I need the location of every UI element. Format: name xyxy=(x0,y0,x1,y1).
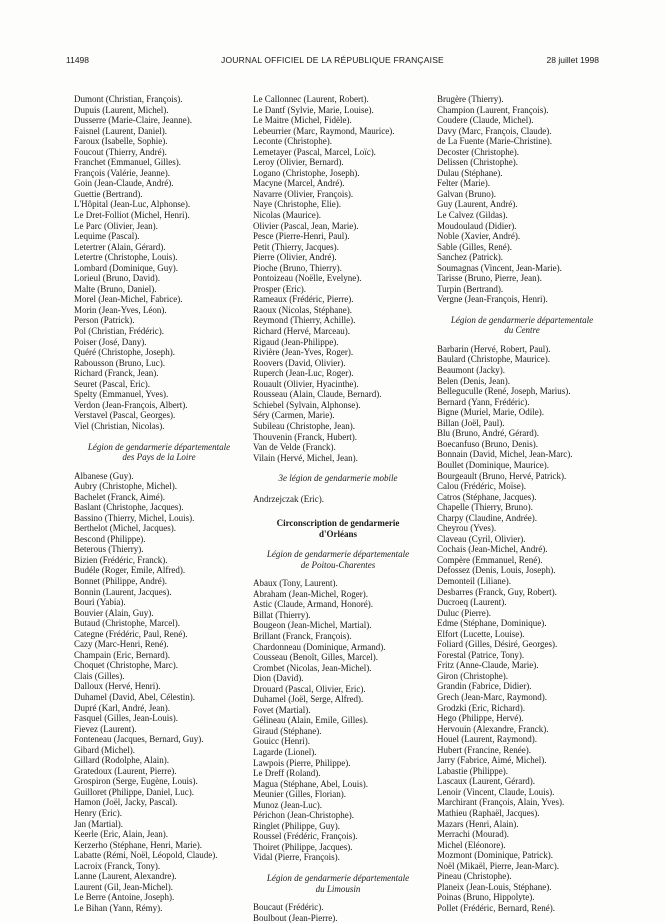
list-item: Labastie (Philippe). xyxy=(437,765,508,776)
list-item: Rameaux (Frédéric, Pierre). xyxy=(253,294,354,305)
list-item: Defossez (Denis, Louis, Joseph). xyxy=(437,565,556,576)
list-item: Cheyrou (Yves). xyxy=(437,523,497,534)
list-item: Noël (Mikaël, Pierre, Jean-Marc). xyxy=(437,860,559,871)
list-item: Sable (Gilles, René). xyxy=(437,241,512,252)
list-item: Gillard (Rodolphe, Alain). xyxy=(74,755,169,766)
list-item: Poiser (José, Dany). xyxy=(74,336,147,347)
section-heading-line: Légion de gendarmerie départementale xyxy=(450,314,594,325)
list-item: Billan (Joël, Paul). xyxy=(437,417,505,428)
list-item: Bonnin (Laurent, Jacques). xyxy=(74,586,172,597)
list-item: Verstavel (Pascal, Georges). xyxy=(74,410,176,421)
list-item: Pol (Christian, Frédéric). xyxy=(74,326,164,337)
list-item: Morel (Jean-Michel, Fabrice). xyxy=(74,294,183,305)
section-heading-line: de Poitou-Charentes xyxy=(300,559,376,570)
list-item: Labatte (Rémi, Noël, Léopold, Claude). xyxy=(74,850,218,861)
journal-title: JOURNAL OFFICIEL DE LA RÉPUBLIQUE FRANÇAISE xyxy=(221,55,444,65)
section-heading-poitou-charentes xyxy=(253,549,423,570)
list-item: Grandin (Fabrice, Didier). xyxy=(437,681,532,692)
list-item: Ringlet (Philippe, Guy). xyxy=(253,820,340,831)
list-item: Gibard (Michel). xyxy=(74,744,135,755)
list-item: Poinas (Bruno, Hippolyte). xyxy=(437,892,535,903)
list-item: Jan (Martial). xyxy=(74,818,123,829)
list-item: Foucout (Thierry, André). xyxy=(74,146,167,157)
list-item: Chardonneau (Dominique, Armand). xyxy=(253,641,386,652)
list-item: Drouard (Pascal, Olivier, Eric). xyxy=(253,683,366,694)
list-item: Grospiron (Serge, Eugène, Louis). xyxy=(74,776,198,787)
list-item: Demonteil (Liliane). xyxy=(437,575,511,586)
column-2 xyxy=(253,94,423,923)
list-item: Tarisse (Bruno, Pierre, Jean). xyxy=(437,273,542,284)
list-item: Edme (Stéphane, Dominique). xyxy=(437,618,547,629)
list-item: Le Parc (Olivier, Jean). xyxy=(74,220,158,231)
list-item: Boecanfuso (Bruno, Denis). xyxy=(437,438,538,449)
list-item: Logano (Christophe, Joseph). xyxy=(253,167,360,178)
list-item: Brugère (Thierry). xyxy=(437,94,504,104)
list-item: Belleguculle (René, Joseph, Marius). xyxy=(437,386,571,397)
list-item: Pineau (Christophe). xyxy=(437,871,512,882)
list-item: Charpy (Claudine, Andrée). xyxy=(437,512,537,523)
list-item: Soumagnas (Vincent, Jean-Marie). xyxy=(437,262,562,273)
list-item: Mozmont (Dominique, Patrick). xyxy=(437,850,553,861)
list-item: Roussel (Frédéric, François). xyxy=(253,831,358,842)
list-item: Houel (Laurent, Raymond). xyxy=(437,734,537,745)
list-item: Dusserre (Marie-Claire, Jeanne). xyxy=(74,115,192,126)
list-item: Foliard (Gilles, Désiré, Georges). xyxy=(437,639,558,650)
name-list xyxy=(253,494,423,505)
list-item: Bougeon (Jean-Michel, Martial). xyxy=(253,620,372,631)
list-item: Hubert (Francine, Renée). xyxy=(437,744,531,755)
list-item: Grodzki (Eric, Richard). xyxy=(437,702,525,713)
list-item: Thoiret (Philippe, Jacques). xyxy=(253,841,353,852)
name-list xyxy=(437,94,607,305)
list-item: Delissen (Christophe). xyxy=(437,157,518,168)
list-item: Nicolas (Maurice). xyxy=(253,210,321,221)
list-item: Lanne (Laurent, Alexandre). xyxy=(74,871,177,882)
list-item: François (Valérie, Jeanne). xyxy=(74,167,170,178)
list-item: Crombet (Nicolas, Jean-Michel). xyxy=(253,662,372,673)
list-item: Beterous (Thierry). xyxy=(74,544,144,555)
list-item: Guilloret (Philippe, Daniel, Luc). xyxy=(74,786,194,797)
list-item: Dumont (Christian, François). xyxy=(74,94,183,104)
list-item: Vergne (Jean-François, Henri). xyxy=(437,294,548,305)
list-item: Malte (Bruno, Daniel). xyxy=(74,283,157,294)
list-item: Moudoulaud (Didier). xyxy=(437,220,517,231)
list-item: Lombard (Dominique, Guy). xyxy=(74,262,178,273)
list-item: Grech (Jean-Marc, Raymond). xyxy=(437,691,547,702)
section-heading-line: Circonscription de gendarmerie xyxy=(276,518,400,529)
list-item: Bachelet (Franck, Aimé). xyxy=(74,491,165,502)
column-1 xyxy=(74,94,244,913)
section-heading-line: des Pays de la Loire xyxy=(122,452,196,462)
list-item: Prosper (Eric). xyxy=(253,283,306,294)
list-item: Rousseau (Alain, Claude, Bernard). xyxy=(253,389,382,400)
list-item: Giron (Christophe). xyxy=(437,670,508,681)
list-item: Felter (Marie). xyxy=(437,178,490,189)
list-item: Bigne (Muriel, Marie, Odile). xyxy=(437,407,544,418)
list-item: Jarry (Fabrice, Aimé, Michel). xyxy=(437,755,547,766)
list-item: Hervouin (Alexandre, Franck). xyxy=(437,723,549,734)
list-item: Verdon (Jean-François, Albert). xyxy=(74,399,188,410)
list-item: Compère (Emmanuel, René). xyxy=(437,554,543,565)
list-item: Le Bihan (Yann, Rémy). xyxy=(74,902,163,913)
list-item: Ducroeq (Laurent). xyxy=(437,597,507,608)
list-item: Mazars (Henri, Alain). xyxy=(437,818,519,829)
list-item: Le Berre (Antoine, Joseph). xyxy=(74,892,175,903)
section-heading-mobile: 3e légion de gendarmerie mobile xyxy=(278,473,398,484)
list-item: Dulau (Stéphane). xyxy=(437,167,503,178)
list-item: Blu (Bruno, André, Gérard). xyxy=(437,428,539,439)
list-item: Leroy (Olivier, Bernard). xyxy=(253,157,344,168)
list-item: Champion (Laurent, François). xyxy=(437,104,549,115)
list-item: Guy (Laurent, André). xyxy=(437,199,518,210)
section-heading-line: d'Orléans xyxy=(318,528,357,539)
page-header xyxy=(0,0,665,70)
list-item: Cazy (Marc-Henri, René). xyxy=(74,639,169,650)
list-item: Claveau (Cyril, Olivier). xyxy=(437,533,526,544)
section-heading-line: du Limousin xyxy=(315,883,361,894)
list-item: Elfort (Lucette, Louise). xyxy=(437,628,525,639)
list-item: Magua (Stéphane, Abel, Louis). xyxy=(253,778,368,789)
list-item: Michel (Eléonore). xyxy=(437,839,506,850)
list-item: Belen (Denis, Jean). xyxy=(437,375,510,386)
list-item: Le Dantf (Sylvie, Marie, Louise). xyxy=(253,104,374,115)
name-list xyxy=(253,578,423,863)
list-item: Raoux (Nicolas, Stéphane). xyxy=(253,304,352,315)
list-item: Gélineau (Alain, Emile, Gilles). xyxy=(253,715,368,726)
list-item: Séry (Carmen, Marie). xyxy=(253,410,335,421)
list-item: Rouault (Olivier, Hyacinthe). xyxy=(253,378,359,389)
list-item: Albanese (Guy). xyxy=(74,470,134,481)
list-item: Bouvier (Alain, Guy). xyxy=(74,607,154,618)
list-item: Fievez (Laurent). xyxy=(74,723,137,734)
list-item: Galvan (Bruno). xyxy=(437,188,496,199)
list-item: Boullet (Dominique, Maurice). xyxy=(437,459,549,470)
list-item: Guettie (Bertrand). xyxy=(74,188,143,199)
list-item: Kerzerho (Stéphane, Henri, Marie). xyxy=(74,839,202,850)
list-item: Pioche (Bruno, Thierry). xyxy=(253,262,342,273)
list-item: Baulard (Christophe, Maurice). xyxy=(437,354,550,365)
list-item: Letertrer (Alain, Gérard). xyxy=(74,241,166,252)
list-item: Davy (Marc, François, Claude). xyxy=(437,125,552,136)
list-item: Bizien (Frédéric, Franck). xyxy=(74,554,168,565)
list-item: Cochais (Jean-Michel, André). xyxy=(437,544,548,555)
list-item: Bonnain (David, Michel, Jean-Marc). xyxy=(437,449,573,460)
list-item: Dupuis (Laurent, Michel). xyxy=(74,104,169,115)
list-item: Vilain (Hervé, Michel, Jean). xyxy=(253,452,358,463)
list-item: Fritz (Anne-Claude, Marie). xyxy=(437,660,539,671)
list-item: Fasquel (Gilles, Jean-Louis). xyxy=(74,713,178,724)
list-item: Lagarde (Lionel). xyxy=(253,746,317,757)
name-list xyxy=(253,94,423,463)
list-item: Aubry (Christophe, Michel). xyxy=(74,481,177,492)
list-item: Rivière (Jean-Yves, Roger). xyxy=(253,347,354,358)
section-heading-limousin xyxy=(253,873,423,894)
name-list xyxy=(74,471,244,914)
list-item: Lebeurrier (Marc, Raymond, Maurice). xyxy=(253,125,395,136)
list-item: Choquet (Christophe, Marc). xyxy=(74,660,178,671)
list-item: Dupré (Karl, André, Jean). xyxy=(74,702,170,713)
list-item: Lacroix (Franck, Tony). xyxy=(74,860,161,871)
list-item: Quéré (Christophe, Joseph). xyxy=(74,347,175,358)
list-item: Boulbout (Jean-Pierre). xyxy=(253,912,338,923)
issue-date: 28 juillet 1998 xyxy=(546,55,599,65)
list-item: Morin (Jean-Yves, Léon). xyxy=(74,304,167,315)
list-item: Viel (Christian, Nicolas). xyxy=(74,420,165,431)
list-item: Faroux (Isabelle, Sophie). xyxy=(74,136,168,147)
list-item: Noble (Xavier, André). xyxy=(437,231,521,242)
list-item: Boucaut (Frédéric). xyxy=(253,902,324,912)
list-item: Categne (Frédéric, Paul, René). xyxy=(74,628,188,639)
list-item: Henry (Eric). xyxy=(74,808,122,818)
list-item: Lequime (Pascal). xyxy=(74,231,140,242)
list-item: Gratedoux (Laurent, Pierre). xyxy=(74,765,177,776)
list-item: Marchirant (François, Alain, Yves). xyxy=(437,797,565,808)
list-item: Beaumont (Jacky). xyxy=(437,365,505,376)
list-item: Bassino (Thierry, Michel, Louis). xyxy=(74,512,195,523)
list-item: Pollet (Frédéric, Bernard, René). xyxy=(437,902,555,913)
list-item: Le Calvez (Gildas). xyxy=(437,210,508,221)
list-item: Subileau (Christophe, Jean). xyxy=(253,420,355,431)
list-item: Lascaux (Laurent, Gérard). xyxy=(437,776,535,787)
list-item: Barbarin (Hervé, Robert, Paul). xyxy=(437,343,551,354)
list-item: Decoster (Christophe). xyxy=(437,146,519,157)
list-item: Fonteneau (Jacques, Bernard, Guy). xyxy=(74,734,204,745)
list-item: Lenoir (Vincent, Claude, Louis). xyxy=(437,786,555,797)
list-item: Hego (Philippe, Hervé). xyxy=(437,713,524,724)
list-item: Duluc (Pierre). xyxy=(437,607,491,618)
list-item: Pontoizeau (Noëlle, Evelyne). xyxy=(253,273,362,284)
list-item: Billat (Thierry). xyxy=(253,609,311,620)
list-item: Laurent (Gil, Jean-Michel). xyxy=(74,881,173,892)
list-item: Lawpois (Pierre, Philippe). xyxy=(253,757,351,768)
section-heading-line: Légion de gendarmerie départementale xyxy=(87,441,231,452)
list-item: Sanchez (Patrick). xyxy=(437,252,503,263)
list-item: Rabousson (Bruno, Luc). xyxy=(74,357,165,368)
list-item: Goin (Jean-Claude, André). xyxy=(74,178,174,189)
list-item: Rigaud (Jean-Philippe). xyxy=(253,336,339,347)
list-item: Périchon (Jean-Christophe). xyxy=(253,810,354,821)
list-item: Thouvenin (Franck, Hubert). xyxy=(253,431,357,442)
list-item: Dalloux (Hervé, Henri). xyxy=(74,681,161,692)
list-item: Forestal (Patrice, Tony). xyxy=(437,649,525,660)
list-item: Baslant (Christophe, Jacques). xyxy=(74,502,184,513)
list-item: Champain (Eric, Bernard). xyxy=(74,649,170,660)
list-item: Pesce (Pierre-Henri, Paul). xyxy=(253,231,350,242)
list-item: Turpin (Bertrand). xyxy=(437,283,504,294)
list-item: Bescond (Philippe). xyxy=(74,533,146,544)
page-number: 11498 xyxy=(66,55,90,65)
list-item: Catros (Stéphane, Jacques). xyxy=(437,491,537,502)
list-item: Roovers (David, Olivier). xyxy=(253,357,346,368)
list-item: Le Dret-Folliot (Michel, Henri). xyxy=(74,210,190,221)
list-item: Vidal (Pierre, François). xyxy=(253,852,340,863)
name-list xyxy=(74,94,244,432)
list-item: Merrachi (Mourad). xyxy=(437,829,509,840)
list-item: Gouicc (Henri). xyxy=(253,736,310,747)
section-heading-line: du Centre xyxy=(504,325,540,336)
list-item: Richard (Hervé, Marceau). xyxy=(253,326,350,337)
list-item: Schiebel (Sylvain, Alphonse). xyxy=(253,399,361,410)
list-item: de La Fuente (Marie-Christine). xyxy=(437,136,552,147)
list-item: Giraud (Stéphane). xyxy=(253,725,322,736)
list-item: Coudere (Claude, Michel). xyxy=(437,115,534,126)
list-item: Reymond (Thierry, Achille). xyxy=(253,315,356,326)
list-item: Desbarres (Franck, Guy, Robert). xyxy=(437,586,557,597)
list-item: Olivier (Pascal, Jean, Marie). xyxy=(253,220,359,231)
list-item: Pierre (Olivier, André). xyxy=(253,252,337,263)
list-item: Brillant (Franck, François). xyxy=(253,630,352,641)
list-item: Mathieu (Raphaël, Jacques). xyxy=(437,808,540,818)
list-item: Abraham (Jean-Michel, Roger). xyxy=(253,588,368,599)
list-item: Seuret (Pascal, Eric). xyxy=(74,378,150,389)
list-item: Duhamel (David, Abel, Célestin). xyxy=(74,691,195,702)
list-item: Le Dreff (Roland). xyxy=(253,768,321,779)
list-item: Butaud (Christophe, Marcel). xyxy=(74,618,180,629)
list-item: Letertre (Christophe, Louis). xyxy=(74,252,178,263)
name-list xyxy=(253,902,423,923)
list-item: Bourgeault (Bruno, Hervé, Patrick). xyxy=(437,470,567,481)
list-item: Andrzejczak (Eric). xyxy=(253,493,324,504)
section-heading-pays-de-la-loire xyxy=(74,442,244,463)
list-item: Richard (Franck, Jean). xyxy=(74,368,159,379)
list-item: Le Callonnec (Laurent, Robert). xyxy=(253,94,369,104)
list-item: Berthelot (Michel, Jacques). xyxy=(74,523,176,534)
list-item: Naye (Christophe, Elie). xyxy=(253,199,341,210)
list-item: Person (Patrick). xyxy=(74,315,135,326)
list-item: Le Maitre (Michel, Fidèle). xyxy=(253,115,352,126)
list-item: Bonnet (Philippe, André). xyxy=(74,575,167,586)
list-item: Dion (David). xyxy=(253,673,304,684)
section-heading-centre xyxy=(437,315,607,336)
list-item: Lemetayer (Pascal, Marcel, Loïc). xyxy=(253,146,376,157)
section-heading-line: Légion de gendarmerie départementale xyxy=(266,549,410,560)
name-list xyxy=(437,344,607,914)
list-item: Faisnel (Laurent, Daniel). xyxy=(74,125,167,136)
column-3 xyxy=(437,94,607,913)
list-item: Calou (Frédéric, Moïse). xyxy=(437,481,526,492)
list-item: Budéle (Roger, Emile, Alfred). xyxy=(74,565,186,576)
list-item: Munoz (Jean-Luc). xyxy=(253,799,322,810)
list-item: Planeix (Jean-Louis, Stéphane). xyxy=(437,881,552,892)
list-item: Franchet (Emmanuel, Gilles). xyxy=(74,157,181,168)
list-item: Cousseau (Benoît, Gilles, Marcel). xyxy=(253,652,378,663)
list-item: Astic (Claude, Armand, Honoré). xyxy=(253,599,373,610)
list-item: Petit (Thierry, Jacques). xyxy=(253,241,339,252)
list-item: Lorieul (Bruno, David). xyxy=(74,273,160,284)
list-item: Navarre (Olivier, François). xyxy=(253,188,354,199)
list-item: Macyne (Marcel, André). xyxy=(253,178,345,189)
list-item: Spelty (Emmanuel, Yves). xyxy=(74,389,169,400)
list-item: L'Hôpital (Jean-Luc, Alphonse). xyxy=(74,199,191,210)
list-item: Van de Velde (Franck). xyxy=(253,442,336,453)
list-item: Ruperch (Jean-Luc, Roger). xyxy=(253,368,354,379)
list-item: Clais (Gilles). xyxy=(74,670,125,681)
list-item: Chapelle (Thierry, Bruno). xyxy=(437,502,533,513)
list-item: Duhamel (Joël, Serge, Alfred). xyxy=(253,694,364,705)
list-item: Leconte (Christophe). xyxy=(253,136,332,147)
section-heading-circonscription xyxy=(253,518,423,539)
list-item: Bernard (Yann, Frédéric). xyxy=(437,396,530,407)
section-heading-line: Légion de gendarmerie départementale xyxy=(266,873,410,883)
list-item: Keerle (Eric, Alain, Jean). xyxy=(74,829,168,840)
list-item: Meunier (Gilles, Florian). xyxy=(253,789,346,800)
list-item: Bouri (Yabia). xyxy=(74,597,126,608)
list-item: Hamon (Joël, Jacky, Pascal). xyxy=(74,797,178,808)
list-item: Abaux (Tony, Laurent). xyxy=(253,578,338,589)
list-item: Fovet (Martial). xyxy=(253,704,311,715)
